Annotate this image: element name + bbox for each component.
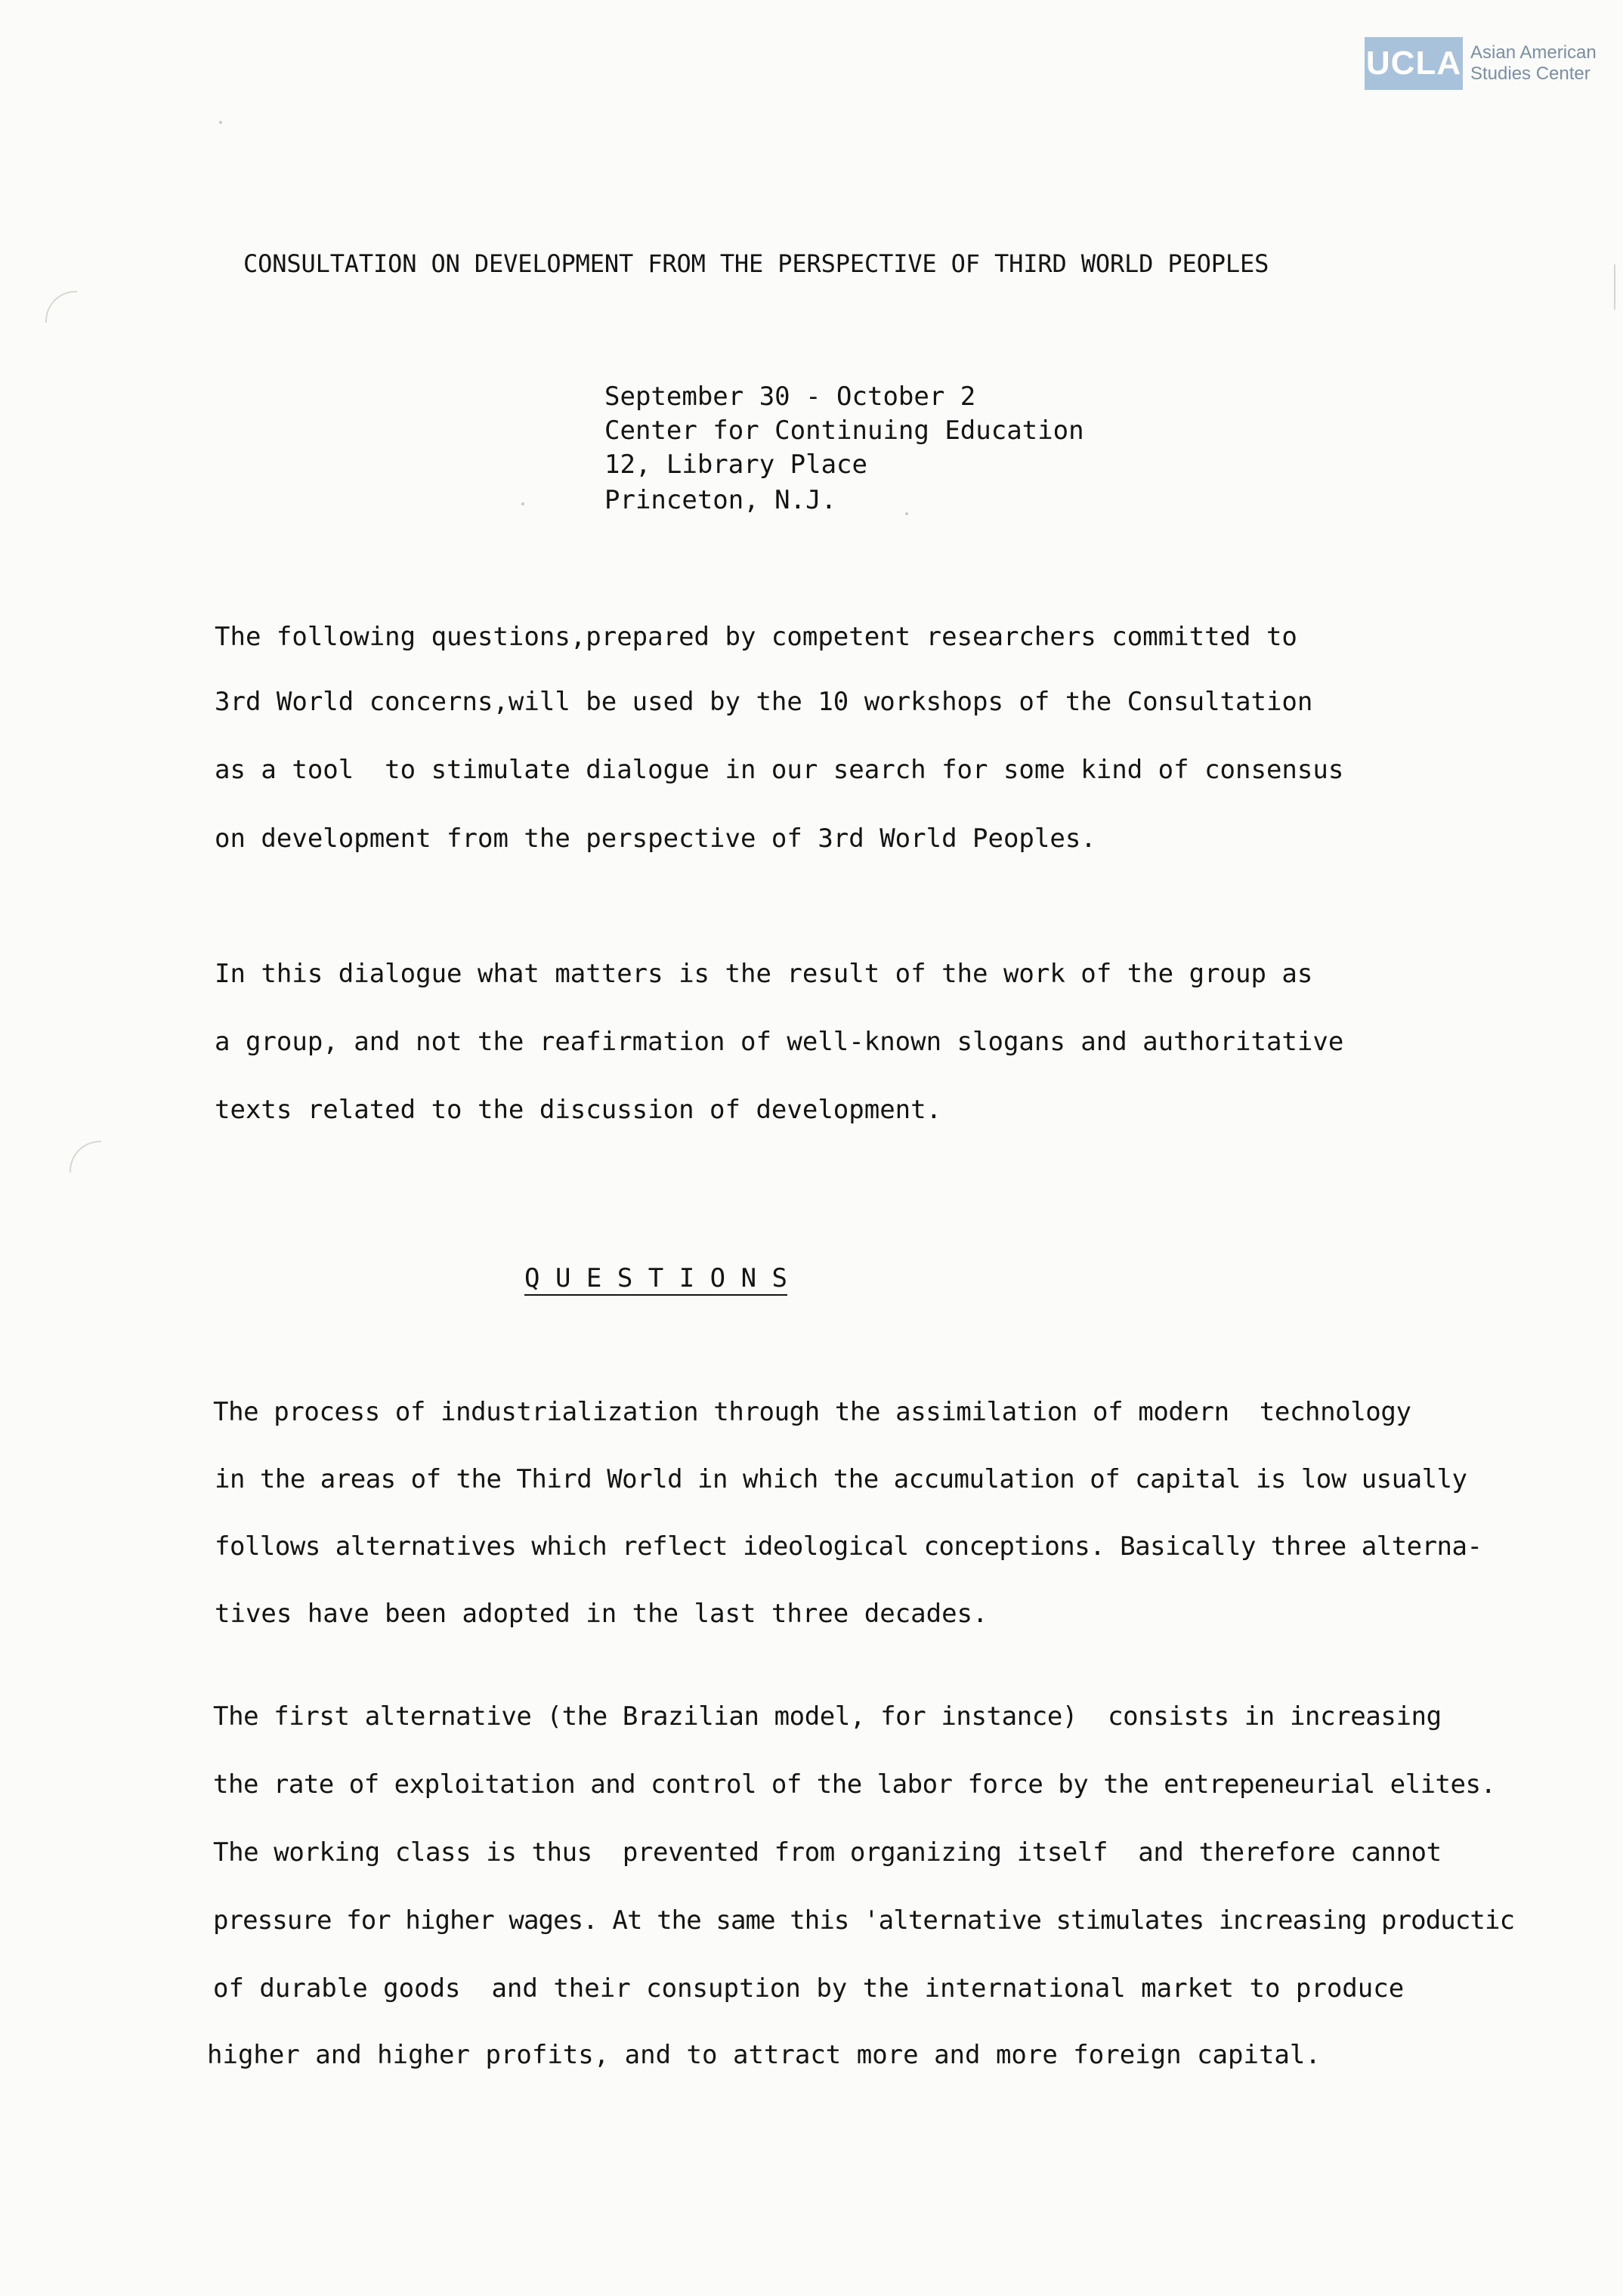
scan-speck bbox=[219, 121, 222, 124]
logo-caption-line-2: Studies Center bbox=[1470, 63, 1591, 84]
paragraph-line: follows alternatives which reflect ideological conceptions. Basically three alterna- bbox=[215, 1531, 1482, 1562]
paragraph-line: The working class is thus prevented from organizing itself and therefore cannot bbox=[213, 1837, 1442, 1868]
scan-speck bbox=[521, 502, 524, 505]
scan-mark-top bbox=[45, 291, 77, 323]
logo-caption bbox=[1470, 42, 1597, 84]
paragraph-line: the rate of exploitation and control of the labor force by the entrepeneurial elites. bbox=[213, 1769, 1496, 1800]
ucla-logo bbox=[1365, 36, 1600, 91]
logo-caption-line-1: Asian American bbox=[1470, 42, 1597, 63]
paragraph-line: The following questions,prepared by competent researchers committed to bbox=[215, 622, 1297, 652]
paragraph-line: in the areas of the Third World in which the accumulation of capital is low usually bbox=[215, 1464, 1467, 1494]
paragraph-line: tives have been adopted in the last three decades. bbox=[215, 1599, 988, 1629]
scan-mark-middle bbox=[70, 1141, 101, 1173]
event-street: 12, Library Place bbox=[604, 450, 867, 480]
ucla-logo-mark: UCLA bbox=[1365, 37, 1463, 90]
paragraph-line: higher and higher profits, and to attract more and more foreign capital. bbox=[207, 2040, 1321, 2070]
paragraph-line: 3rd World concerns,will be used by the 10 workshops of the Consultation bbox=[215, 687, 1313, 717]
event-venue: Center for Continuing Education bbox=[604, 416, 1084, 446]
paragraph-line: a group, and not the reafirmation of well-known slogans and authoritative bbox=[215, 1027, 1344, 1057]
scan-speck bbox=[905, 512, 908, 515]
paragraph-line: of durable goods and their consuption by the international market to produce bbox=[213, 1973, 1405, 2004]
paragraph-line: pressure for higher wages. At the same this 'alternative stimulates increasing productic bbox=[213, 1905, 1515, 1936]
paragraph-line: In this dialogue what matters is the result of the work of the group as bbox=[215, 959, 1313, 989]
paragraph-line: as a tool to stimulate dialogue in our search for some kind of consensus bbox=[215, 755, 1344, 785]
scan-edge-line bbox=[1614, 264, 1615, 310]
paragraph-line: The process of industrialization through the assimilation of modern technology bbox=[213, 1397, 1411, 1427]
paragraph-line: texts related to the discussion of development. bbox=[215, 1095, 942, 1125]
paragraph-line: on development from the perspective of 3rd World Peoples. bbox=[215, 824, 1096, 854]
event-dates: September 30 - October 2 bbox=[604, 382, 976, 412]
document-title: CONSULTATION ON DEVELOPMENT FROM THE PERSPECTIVE OF THIRD WORLD PEOPLES bbox=[243, 249, 1269, 278]
event-city: Princeton, N.J. bbox=[604, 485, 837, 515]
paragraph-line: The first alternative (the Brazilian model, for instance) consists in increasing bbox=[213, 1701, 1442, 1732]
questions-heading: Q U E S T I O N S bbox=[524, 1263, 787, 1293]
